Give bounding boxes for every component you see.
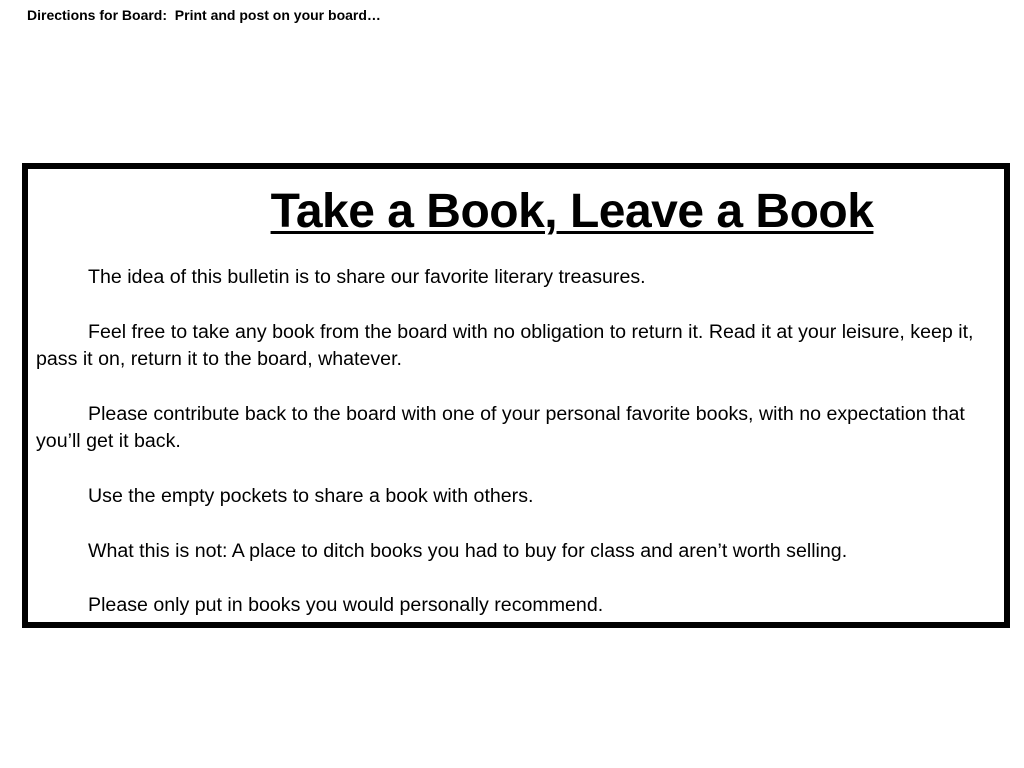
board-title: Take a Book, Leave a Book [270,185,874,238]
paragraph-take: Feel free to take any book from the board with no obligation to return it. Read it at your leisure, keep it, pass it on, return it to the board, whatever. [36,320,974,371]
paragraph-contribute: Please contribute back to the board with one of your personal favorite books, with no expectation that you’ll get it back. [36,402,965,453]
paragraph-not: What this is not: A place to ditch books you had to buy for class and aren’t worth selling. [88,539,848,562]
board-paragraphs [36,264,984,647]
directions-header: Directions for Board: Print and post on your board… [27,7,381,23]
board-notice [22,163,1010,628]
paragraph-pockets: Use the empty pockets to share a book with others. [88,485,534,508]
paragraph-intro: The idea of this bulletin is to share our favorite literary treasures. [88,266,646,288]
paragraph-recommend: Please only put in books you would personally recommend. [88,594,604,617]
